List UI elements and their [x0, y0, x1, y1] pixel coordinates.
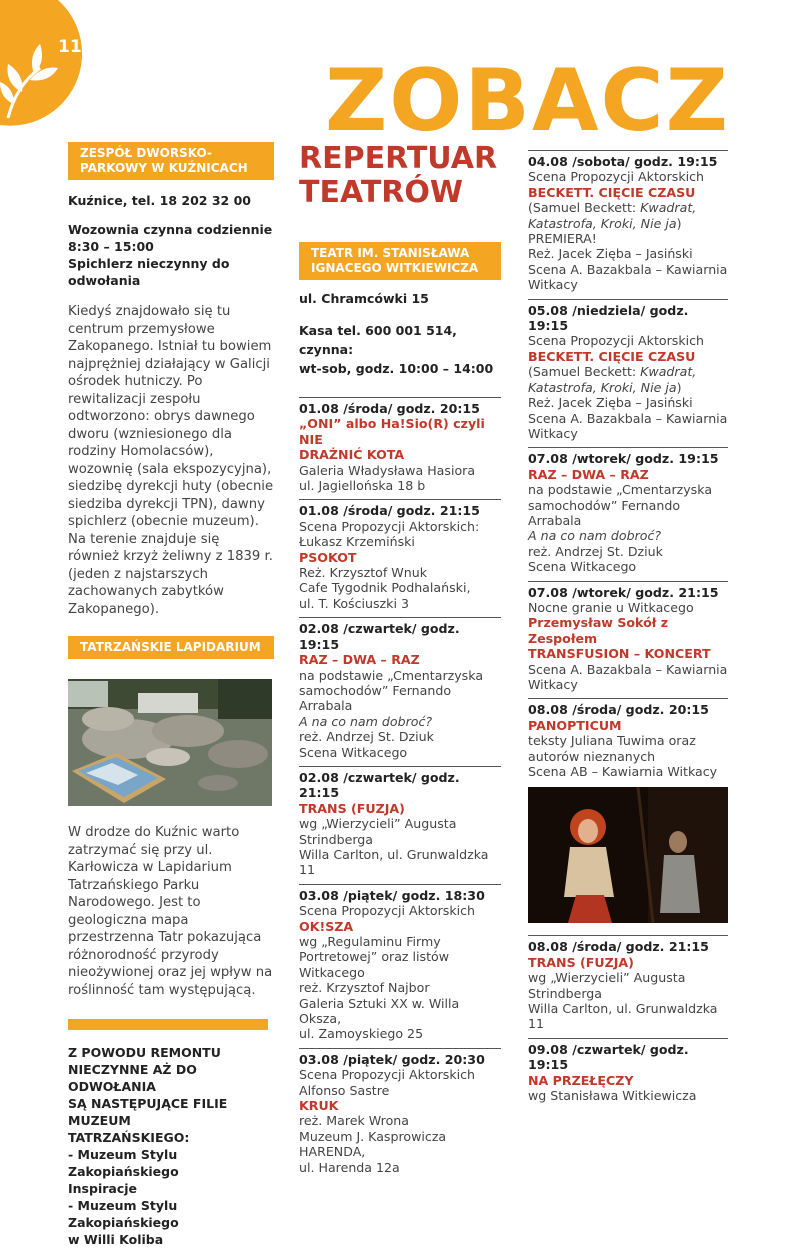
event-description: [528, 380, 728, 395]
event-list: [299, 397, 501, 1175]
event-info-line: Scena Propozycji Aktorskich: [528, 333, 705, 349]
event-info-line: Scena Propozycji Aktorskich: [528, 169, 705, 185]
closed-branches-notice: [68, 1044, 274, 1248]
event-entry: [299, 499, 501, 611]
event-info-line: samochodów” Fernando Arrabala: [528, 497, 681, 528]
column-repertoire: [299, 142, 501, 1181]
event-entry: [528, 698, 728, 779]
event-entry: [528, 581, 728, 693]
page-title: ZOBACZ: [324, 51, 730, 151]
event-date-time: 04.08 /sobota/ godz. 19:15: [528, 154, 718, 169]
page-number: 11: [58, 37, 82, 57]
orange-divider: [68, 1019, 268, 1030]
event-info-line: Scena Propozycji Aktorskich: [299, 1067, 476, 1083]
theatre-name-bar: TEATR IM. STANISŁAWA IGNACEGO WITKIEWICZA: [299, 242, 501, 280]
event-info-line: reż. Marek Wrona: [299, 1113, 409, 1129]
event-date-time: 08.08 /środa/ godz. 21:15: [528, 939, 709, 955]
event-entry: [299, 397, 501, 493]
theatre-address: ul. Chramcówki 15: [299, 291, 429, 306]
event-title: TRANS (FUZJA): [528, 954, 634, 970]
event-info-line: Nocne granie u Witkacego: [528, 599, 694, 615]
corner-leaf-decoration: [0, 0, 112, 125]
event-info-line: ul. Jagiellońska 18 b: [299, 478, 426, 494]
event-info-line: Willa Carlton, ul. Grunwaldzka 11: [299, 846, 489, 878]
event-date-time: 07.08 /wtorek/ godz. 19:15: [528, 451, 719, 467]
hours-line: Wozownia czynna codziennie: [68, 222, 273, 237]
event-date-time: 01.08 /środa/ godz. 21:15: [299, 503, 480, 519]
notice-line: - Muzeum Stylu Zakopiańskiego: [68, 1198, 179, 1230]
opening-hours: [68, 221, 274, 289]
notice-line: SĄ NASTĘPUJĄCE FILIE MUZEUM: [68, 1096, 228, 1128]
event-entry: [299, 617, 501, 760]
event-description: [528, 364, 728, 379]
event-entry: [528, 299, 728, 442]
event-entry: [528, 935, 728, 1031]
column-repertoire-continued: [528, 150, 728, 1110]
event-title: RAZ – DWA – RAZ: [299, 652, 420, 668]
event-entry: [528, 150, 728, 293]
event-info-line: na podstawie „Cmentarzyska: [299, 667, 484, 683]
event-info-line: Cafe Tygodnik Podhalański,: [299, 580, 471, 596]
event-info-line: reż. Andrzej St. Dziuk: [299, 729, 434, 745]
description-italic: Katastrofa, Kroki, Nie ja: [528, 379, 677, 395]
event-title: TRANS (FUZJA): [299, 800, 405, 816]
event-info-line: Reż. Jacek Zięba – Jasiński: [528, 246, 693, 262]
event-info-line: Witkacy: [528, 677, 578, 692]
phone-line: Kuźnice, tel. 18 202 32 00: [68, 193, 251, 208]
event-info-line: reż. Andrzej St. Dziuk: [528, 543, 663, 559]
event-list: [528, 150, 728, 779]
repertoire-title-line-2: TEATRÓW: [299, 175, 464, 210]
event-title: OK!SZA: [299, 918, 354, 934]
event-title: BECKETT. CIĘCIE CZASU: [528, 348, 696, 364]
event-info-line: Reż. Jacek Zięba – Jasiński: [528, 395, 693, 411]
event-info-line: Galeria Sztuki XX w. Willa Oksza,: [299, 995, 460, 1027]
box-office-line: wt-sob, godz. 10:00 – 14:00: [299, 361, 494, 376]
event-info-line: Scena Witkacego: [528, 559, 637, 575]
column-museum: [68, 142, 274, 1248]
event-entry: [528, 1038, 728, 1104]
event-info-line: Galeria Władysława Hasiora: [299, 462, 476, 478]
event-info-line: ul. Zamoyskiego 25: [299, 1026, 424, 1042]
performance-photo: [528, 787, 728, 923]
event-info-line: samochodów” Fernando Arrabala: [299, 682, 452, 714]
event-info-line: Scena Propozycji Aktorskich: [299, 903, 476, 919]
notice-line: NIECZYNNE AŻ DO ODWOŁANIA: [68, 1062, 197, 1094]
event-info-line: Portretowej” oraz listów Witkacego: [299, 949, 450, 980]
event-title: NA PRZEŁĘCZY: [528, 1072, 634, 1088]
event-date-time: 03.08 /piątek/ godz. 18:30: [299, 887, 485, 903]
description-text: (Samuel Beckett:: [528, 200, 641, 216]
description-text: (Samuel Beckett:: [528, 364, 641, 380]
hours-line: Spichlerz nieczynny do odwołania: [68, 256, 230, 288]
event-entry: [299, 1048, 501, 1175]
event-list: [528, 935, 728, 1103]
event-date-time: 03.08 /piątek/ godz. 20:30: [299, 1051, 485, 1067]
event-info-line: PREMIERA!: [528, 231, 597, 247]
event-info-line: Scena A. Bazakbala – Kawiarnia: [528, 661, 728, 677]
event-info-line: autorów nieznanych: [528, 748, 656, 764]
repertoire-title-line-1: REPERTUAR: [299, 141, 498, 176]
event-info-line: Łukasz Krzemiński: [299, 534, 415, 550]
event-date-time: 01.08 /środa/ godz. 20:15: [299, 401, 480, 416]
event-info-line: Witkacy: [528, 277, 578, 293]
event-info-line: Muzeum J. Kasprowicza HARENDA,: [299, 1128, 447, 1160]
event-info-line: wg „Regulaminu Firmy: [299, 934, 441, 949]
event-info-line: ul. T. Kościuszki 3: [299, 595, 409, 611]
event-title: Przemysław Sokół z Zespołem: [528, 615, 669, 646]
event-quote: A na co nam dobroć?: [528, 528, 662, 544]
event-info-line: Strindberga: [299, 831, 373, 847]
event-title: PSOKOT: [299, 549, 357, 565]
event-info-line: Scena A. Bazakbala – Kawiarnia: [528, 261, 728, 277]
description-italic: Kwadrat,: [640, 364, 697, 380]
event-title: TRANSFUSION – KONCERT: [528, 646, 711, 662]
description-italic: Katastrofa, Kroki, Nie ja: [528, 215, 677, 231]
event-description: [528, 200, 728, 215]
event-info-line: Scena Witkacego: [299, 744, 408, 760]
event-info-line: Scena AB – Kawiarnia Witkacy: [528, 764, 718, 780]
event-info-line: teksty Juliana Tuwima oraz: [528, 733, 696, 749]
lapidarium-photo: [68, 679, 272, 806]
description-text: ): [676, 379, 682, 395]
description-italic: Kwadrat,: [640, 200, 697, 216]
section-header-lapidarium: TATRZAŃSKIE LAPIDARIUM: [68, 636, 274, 659]
notice-line: - Muzeum Stylu Zakopiańskiego: [68, 1147, 179, 1179]
box-office-line: Kasa tel. 600 001 514, czynna:: [299, 323, 457, 357]
lapidarium-description: W drodze do Kuźnic warto zatrzymać się przy ul. Karłowicza w Lapidarium Tatrzańskiego Parku Narodowego. Jest to geologiczna mapa przestrzenna Tatr pokazująca różnorodność przyrody nieożywionej oraz jej wpływ na roślinność tam występującą.: [68, 825, 273, 998]
event-description: [528, 216, 728, 231]
box-office-info: [299, 321, 501, 378]
event-entry: [528, 447, 728, 574]
event-info-line: wg „Wierzycieli” Augusta: [528, 970, 686, 986]
event-date-time: 05.08 /niedziela/ godz. 19:15: [528, 302, 689, 334]
event-date-time: 09.08 /czwartek/ godz. 19:15: [528, 1041, 689, 1073]
event-date-time: 08.08 /środa/ godz. 20:15: [528, 702, 709, 718]
notice-line: Z POWODU REMONTU: [68, 1045, 221, 1060]
event-info-line: Scena Propozycji Aktorskich:: [299, 518, 480, 534]
event-info-line: wg Stanisława Witkiewicza: [528, 1088, 697, 1104]
event-entry: [299, 766, 501, 878]
event-title: RAZ – DWA – RAZ: [528, 466, 649, 482]
event-date-time: 02.08 /czwartek/ godz. 19:15: [299, 621, 460, 652]
event-entry: [299, 884, 501, 1042]
event-date-time: 07.08 /wtorek/ godz. 21:15: [528, 584, 719, 600]
event-title: DRAŻNIĆ KOTA: [299, 447, 405, 463]
event-info-line: Reż. Krzysztof Wnuk: [299, 565, 428, 581]
event-info-line: na podstawie „Cmentarzyska: [528, 482, 713, 498]
event-info-line: reż. Krzysztof Najbor: [299, 980, 430, 996]
event-quote: A na co nam dobroć?: [299, 713, 433, 729]
notice-line: TATRZAŃSKIEGO:: [68, 1130, 190, 1145]
event-info-line: Witkacy: [528, 425, 578, 441]
event-info-line: Strindberga: [528, 985, 602, 1001]
notice-line: w Willi Koliba: [68, 1232, 164, 1247]
hours-line: 8:30 – 15:00: [68, 239, 154, 254]
event-title: „ONI” albo Ha!Sio(R) czyli NIE: [299, 416, 485, 447]
event-title: BECKETT. CIĘCIE CZASU: [528, 184, 696, 200]
event-info-line: wg „Wierzycieli” Augusta: [299, 816, 457, 832]
event-title: KRUK: [299, 1098, 339, 1114]
event-info-line: Alfonso Sastre: [299, 1082, 390, 1098]
event-date-time: 02.08 /czwartek/ godz. 21:15: [299, 769, 460, 801]
event-info-line: Willa Carlton, ul. Grunwaldzka 11: [528, 1001, 718, 1032]
event-info-line: Scena A. Bazakbala – Kawiarnia: [528, 410, 728, 426]
event-title: PANOPTICUM: [528, 717, 622, 733]
section-header-kuznice: ZESPÓŁ DWORSKO-PARKOWY W KUŹNICACH: [68, 142, 274, 180]
kuznice-description: Kiedyś znajdowało się tu centrum przemysłowe Zakopanego. Istniał tu bowiem najprężniej działający w Galicji ośrodek hutniczy. Po rewitalizacji zespołu odtworzono: obrys dawnego dworu (wzniesionego dla rodziny Homolacsów), wozownię (sala ekspozycyjna), siedzibę dyrekcji huty (obecnie siedziba dyrekcji TPN), dawny spichlerz (obecnie muzeum). Na terenie znajduje się również krzyż żeliwny z 1839 r. (jeden z najstarszych zachowanych zabytków Zakopanego).: [68, 304, 274, 617]
notice-line: Inspiracje: [68, 1181, 137, 1196]
description-text: ): [676, 215, 682, 231]
event-info-line: ul. Harenda 12a: [299, 1159, 400, 1175]
